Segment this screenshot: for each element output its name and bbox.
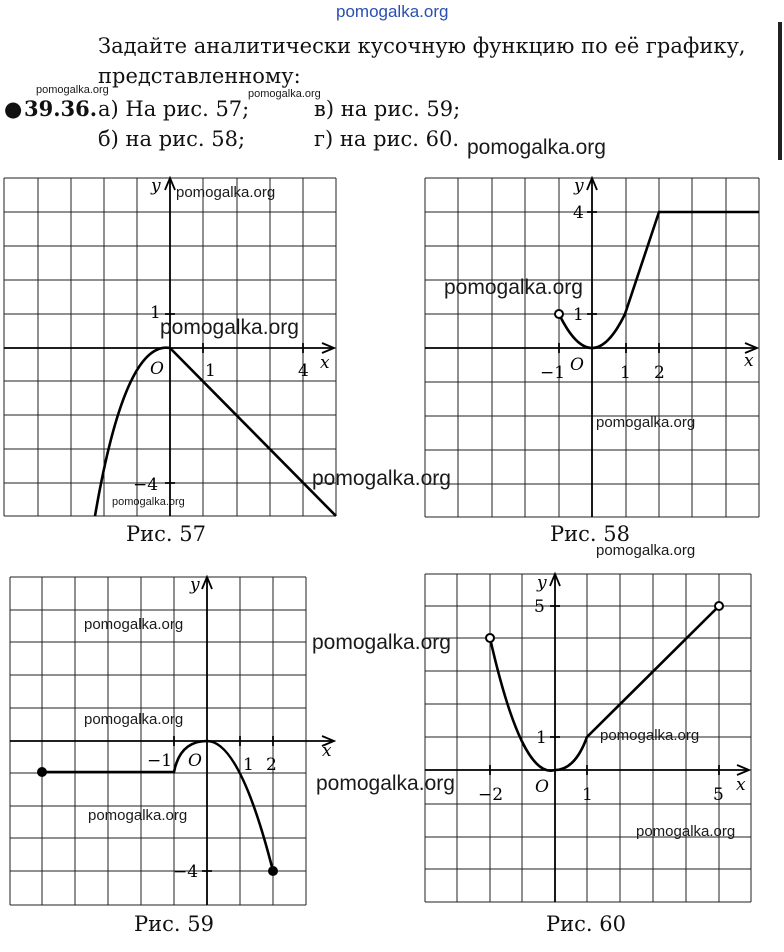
part-a: а) На рис. 57;	[98, 97, 250, 121]
page-edge-bar	[778, 22, 782, 160]
label-x-1: 1	[620, 363, 631, 383]
label-origin: O	[535, 777, 549, 797]
label-x-minus1: −1	[147, 751, 173, 771]
label-y-minus4: −4	[133, 475, 159, 495]
watermark: pomogalka.org	[176, 184, 276, 201]
label-x-1: 1	[205, 361, 216, 381]
label-x: x	[320, 353, 330, 373]
label-origin: O	[150, 359, 164, 379]
label-x-1: 1	[243, 755, 254, 775]
watermark: pomogalka.org	[596, 414, 696, 431]
label-x-2: 2	[654, 363, 665, 383]
label-y-5: 5	[534, 597, 545, 617]
watermark: pomogalka.org	[444, 276, 583, 299]
label-x-4: 4	[298, 361, 309, 381]
figure-57	[0, 170, 340, 520]
open-point	[555, 310, 563, 318]
caption-60: Рис. 60	[546, 912, 626, 936]
watermark: pomogalka.org	[596, 542, 696, 559]
label-y-4: 4	[573, 203, 584, 223]
label-y-1: 1	[573, 305, 584, 325]
watermark: pomogalka.org	[600, 727, 700, 744]
open-point-right	[715, 602, 723, 610]
watermark: pomogalka.org	[84, 711, 184, 728]
bullet-marker: ●	[4, 96, 23, 121]
label-y: y	[537, 573, 547, 593]
label-y: y	[151, 176, 161, 196]
figure-58	[420, 170, 764, 520]
intro-line-2: представленному:	[98, 64, 301, 88]
label-x-minus1: −1	[540, 363, 566, 383]
watermark: pomogalka.org	[36, 84, 109, 96]
part-v: в) на рис. 59;	[314, 97, 461, 121]
watermark: pomogalka.org	[316, 772, 455, 795]
part-g: г) на рис. 60.	[314, 127, 460, 151]
watermark: pomogalka.org	[160, 316, 299, 339]
label-origin: O	[188, 751, 202, 771]
label-x: x	[322, 741, 332, 761]
filled-point-right	[268, 866, 278, 876]
caption-58: Рис. 58	[550, 522, 630, 546]
open-point-left	[486, 634, 494, 642]
label-x-2: 2	[266, 755, 277, 775]
caption-57: Рис. 57	[126, 522, 206, 546]
label-x: x	[736, 775, 746, 795]
watermark: pomogalka.org	[248, 88, 321, 100]
curve	[490, 606, 719, 771]
intro-line-1: Задайте аналитически кусочную функцию по её графику,	[98, 34, 746, 58]
watermark-top: pomogalka.org	[336, 2, 449, 21]
watermark: pomogalka.org	[636, 823, 736, 840]
problem-number: 39.36.	[24, 96, 98, 121]
label-x-5: 5	[713, 785, 724, 805]
label-y-minus4: −4	[173, 862, 199, 882]
figure-60	[420, 570, 764, 910]
watermark: pomogalka.org	[88, 807, 188, 824]
label-x-minus2: −2	[478, 785, 504, 805]
caption-59: Рис. 59	[134, 912, 214, 936]
label-y-1: 1	[150, 303, 161, 323]
part-b: б) на рис. 58;	[98, 127, 246, 151]
label-origin: O	[570, 355, 584, 375]
label-x: x	[744, 351, 754, 371]
label-y-1: 1	[536, 728, 547, 748]
label-y: y	[190, 575, 200, 595]
watermark: pomogalka.org	[467, 136, 606, 159]
label-y: y	[574, 176, 584, 196]
watermark: pomogalka.org	[312, 467, 451, 490]
watermark: pomogalka.org	[112, 496, 185, 508]
filled-point-left	[37, 767, 47, 777]
watermark: pomogalka.org	[312, 631, 451, 654]
watermark: pomogalka.org	[84, 616, 184, 633]
label-x-1: 1	[582, 785, 593, 805]
